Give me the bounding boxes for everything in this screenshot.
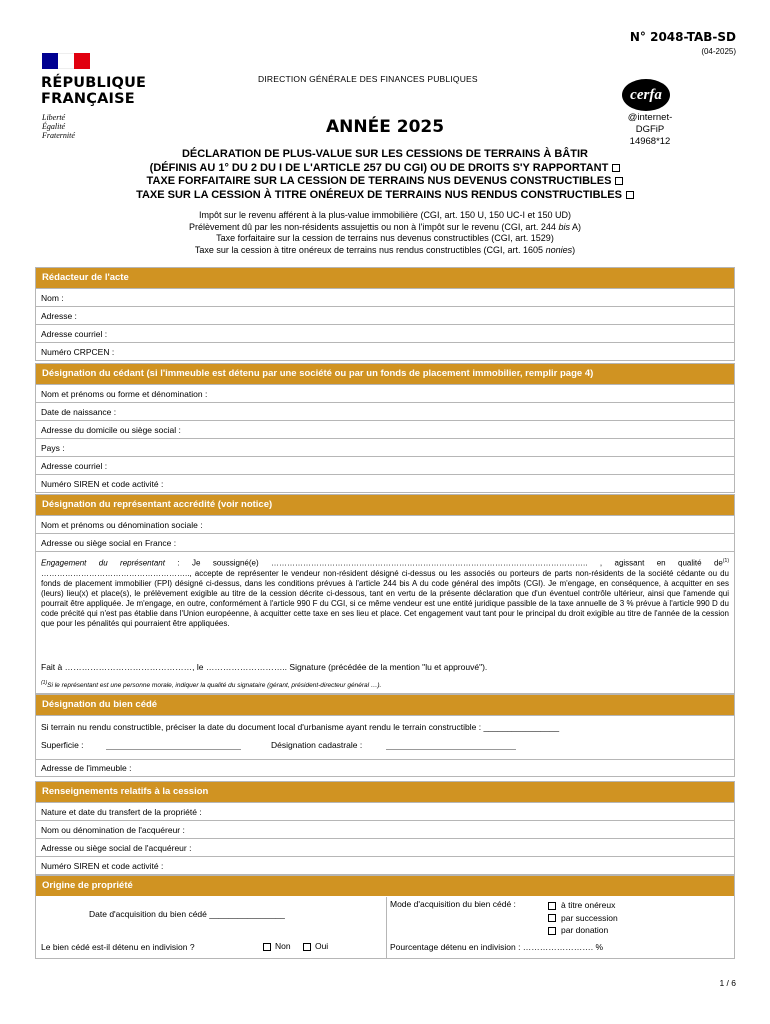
republic-motto: Liberté Égalité Fraternité <box>42 113 75 140</box>
field-date-naissance[interactable]: Date de naissance : <box>36 402 734 420</box>
checkbox-succession[interactable] <box>548 914 556 922</box>
checkbox-donation[interactable] <box>548 927 556 935</box>
field-adresse-acquereur[interactable]: Adresse ou siège social de l'acquéreur : <box>36 838 734 856</box>
field-nature-transfert[interactable]: Nature et date du transfert de la propriété : <box>36 802 734 820</box>
input-superficie[interactable] <box>106 749 241 750</box>
checkbox-oui[interactable] <box>303 943 311 951</box>
republic-title: RÉPUBLIQUE FRANÇAISE <box>41 75 147 107</box>
input-cadastre[interactable] <box>386 749 516 750</box>
label-indivision: Le bien cédé est-il détenu en indivision ? <box>41 942 195 952</box>
field-siren[interactable]: Numéro SIREN et code activité : <box>36 474 734 492</box>
field-adresse-domicile[interactable]: Adresse du domicile ou siège social : <box>36 420 734 438</box>
engagement-text: Engagement du représentant : Je soussigné(e) ……………………………………………………………………………………………………….. , agissant en qualité $de^{(1)}$ ……………………………………………….., accepte de représenter le vendeur non-résident désigné ci-dessus ou les associés ou porteurs de parts non-résidents de la société cédante ou du fonds de placement immobilier (FPI) désigné ci-dessus, dans les conditions prévues à l'article 244 bis A du code général des impôts (CGI). Je m'engage, en conséquence, à acquitter en ses (leurs) lieu(x) et place(s), le prélèvement exigible au titre de la cession décrite ci-dessous, tant en vertu de la présente déclaration que d'un éventuel contrôle ultérieur, ainsi que l'amende qui pourrait être appliquée. Je m'engage, en outre, conformément à l'article 990 F du CGI, si ce même vendeur est une entité juridique passible de la taxe annuelle de 3 % prévue à l'article 990 D du code précité qui n'est pas établie dans l'Union européenne, à acquitter cette taxe en ses lieu et place. Cet engagement vaut tant pour le principal du droit exigible au titre de l'année de la cession que pour les pénalités qui pourraient être appliquées. Fait à ………………………………………, le ……………………….. Signature (précédée de la mention "lu et approuvé"). $^{(1)}$Si le représentant est une personne morale, indiquer la qualité du signataire (gérant, président-directeur général …). <box>36 551 734 693</box>
label-cadastre: Désignation cadastrale : <box>271 740 363 750</box>
section-representant <box>35 494 735 694</box>
section-title: Rédacteur de l'acte <box>36 268 734 288</box>
section-title: Désignation du bien cédé <box>36 695 734 715</box>
checkbox-titre-onereux[interactable] <box>548 902 556 910</box>
direction-name: DIRECTION GÉNÉRALE DES FINANCES PUBLIQUES <box>258 74 478 84</box>
form-version: (04-2025) <box>701 47 736 56</box>
section-title: Origine de propriété <box>36 876 734 896</box>
section-cession <box>35 781 735 875</box>
section-origine <box>35 875 735 959</box>
label-superficie: Superficie : <box>41 740 84 750</box>
field-courriel[interactable]: Adresse courriel : <box>36 456 734 474</box>
checkbox-taxe-cession[interactable] <box>626 191 634 199</box>
field-siren-acquereur[interactable]: Numéro SIREN et code activité : <box>36 856 734 874</box>
indivision-options: Non Oui <box>263 941 328 951</box>
main-title: DÉCLARATION DE PLUS-VALUE SUR LES CESSIONS DE TERRAINS À BÂTIR (DÉFINIS AU 1° DU 2 DU I DE L'ARTICLE 257 DU CGI) OU DE DROITS S'Y RAPPORTANT TAXE FORFAITAIRE SUR LA CESSION DE TERRAINS NUS DEVENUS CONSTRUCTIBLES TAXE SUR LA CESSION À TITRE ONÉREUX DE TERRAINS NUS RENDUS CONSTRUCTIBLES <box>40 148 730 202</box>
field-pourcentage[interactable]: Pourcentage détenu en indivision : ……………………. % <box>390 942 604 952</box>
fait-a-line[interactable]: Fait à ………………………………………, le ……………………….. Signature (précédée de la mention "lu et approuvé"). <box>41 662 488 672</box>
section-redacteur <box>35 267 735 361</box>
label-mode-acquisition: Mode d'acquisition du bien cédé : <box>390 899 516 909</box>
mode-options: à titre onéreux par succession par donation <box>548 899 618 937</box>
section-bien-cede <box>35 694 735 777</box>
section-title: Désignation du cédant (si l'immeuble est détenu par une société ou par un fonds de placement immobilier, remplir page 4) <box>36 364 734 384</box>
year-title: ANNÉE 2025 <box>326 117 445 137</box>
section-title: Désignation du représentant accrédité (voir notice) <box>36 495 734 515</box>
field-nom-prenoms[interactable]: Nom et prénoms ou forme et dénomination : <box>36 384 734 402</box>
field-adresse-immeuble[interactable]: Adresse de l'immeuble : <box>36 759 734 776</box>
field-nom-representant[interactable]: Nom et prénoms ou dénomination sociale : <box>36 515 734 533</box>
field-nom-acquereur[interactable]: Nom ou dénomination de l'acquéreur : <box>36 820 734 838</box>
field-date-acquisition[interactable]: Date d'acquisition du bien cédé ________________ <box>89 909 285 919</box>
field-pays[interactable]: Pays : <box>36 438 734 456</box>
field-date-constructible[interactable]: Si terrain nu rendu constructible, préciser la date du document local d'urbanisme ayant rendu le terrain constructible : ________________ <box>36 715 734 737</box>
page-number: 1 / 6 <box>719 978 736 988</box>
section-cedant <box>35 363 735 493</box>
field-adresse[interactable]: Adresse : <box>36 306 734 324</box>
legal-references: Impôt sur le revenu afférent à la plus-value immobilière (CGI, art. 150 U, 150 UC-I et 150 UD) Prélèvement dû par les non-résidents assujettis ou non à l'impôt sur le revenu (CGI, art. 244 bis A) Taxe forfaitaire sur la cession de terrains nus devenus constructibles (CGI, art. 1529) Taxe sur la cession à titre onéreux de terrains nus rendus constructibles (CGI, art. 1605 nonies) <box>189 210 581 255</box>
checkbox-non[interactable] <box>263 943 271 951</box>
field-courriel[interactable]: Adresse courriel : <box>36 324 734 342</box>
footnote: $^{(1)}$Si le représentant est une personne morale, indiquer la qualité du signataire (gérant, président-directeur général …). <box>41 680 382 690</box>
checkbox-taxe-forfaitaire[interactable] <box>615 177 623 185</box>
form-number: N° 2048-TAB-SD <box>629 30 736 44</box>
field-adresse-representant[interactable]: Adresse ou siège social en France : <box>36 533 734 551</box>
checkbox-plus-value[interactable] <box>612 164 620 172</box>
field-crpcen[interactable]: Numéro CRPCEN : <box>36 342 734 360</box>
cerfa-reference: @internet-DGFiP 14968*12 <box>627 112 673 147</box>
field-nom[interactable]: Nom : <box>36 288 734 306</box>
flag-logo <box>42 53 90 69</box>
cerfa-logo: cerfa <box>622 79 670 111</box>
section-title: Renseignements relatifs à la cession <box>36 782 734 802</box>
